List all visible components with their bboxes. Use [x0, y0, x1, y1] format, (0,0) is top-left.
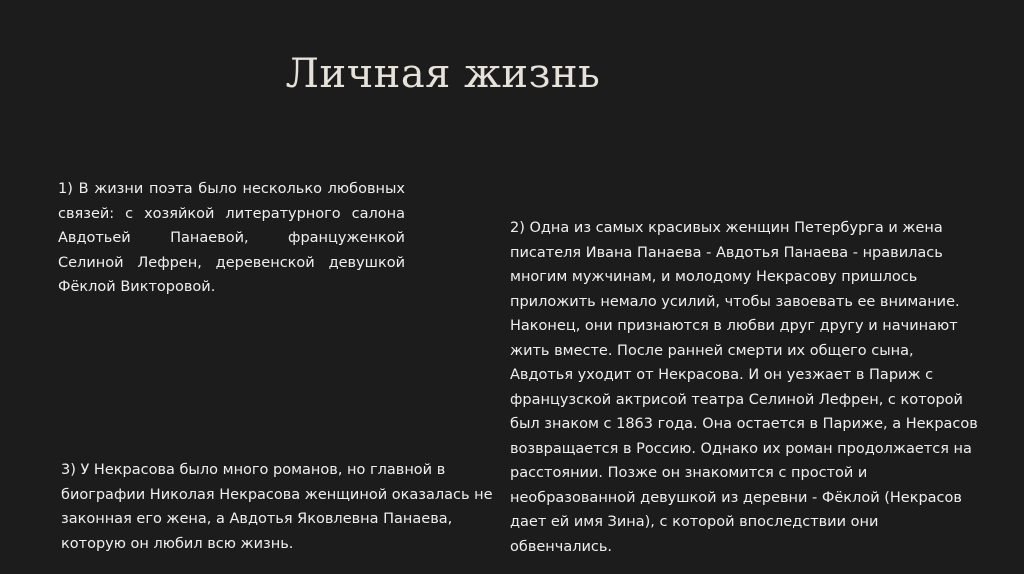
paragraph-2 — [510, 216, 980, 559]
paragraph-2-line: жить вместе. После ранней смерти их общего сына, — [510, 342, 914, 359]
paragraph-2-line: расстоянии. Позже он знакомится с простой и — [510, 465, 868, 481]
paragraph-2-line: дает ей имя Зина), с которой впоследствии они — [510, 514, 879, 530]
paragraph-2-line: французской актрисой театра Селиной Лефрен, с которой — [510, 391, 963, 408]
paragraph-2-line: обвенчались. — [510, 538, 613, 555]
paragraph-2-line: возвращается в Россию. Однако их роман продолжается на — [510, 440, 972, 457]
paragraph-1-line: Фёклой Викторовой. — [58, 279, 216, 295]
paragraph-3-line: законная его жена, а Авдотья Яковлевна Панаева, — [61, 511, 453, 527]
paragraph-2-line: писателя Ивана Панаева - Авдотья Панаева - нравилась — [510, 244, 943, 261]
paragraph-2-line: Наконец, они признаются в любви друг другу и начинают — [510, 318, 958, 334]
paragraph-2-line: многим мужчинам, и молодому Некрасову пришлось — [510, 269, 918, 285]
paragraph-3 — [61, 458, 506, 556]
paragraph-2-line: Авдотья уходит от Некрасова. И он уезжает в Париж с — [510, 367, 934, 383]
paragraph-3-line: которую он любил всю жизнь. — [61, 535, 294, 552]
paragraph-2-line: приложить немало усилий, чтобы завоевать ее внимание. — [510, 293, 960, 310]
paragraph-2-line: 2) Одна из самых красивых женщин Петербурга и жена — [510, 220, 943, 236]
paragraph-1 — [58, 177, 405, 300]
paragraph-1-line: 1) В жизни поэта было несколько любовных — [58, 181, 405, 197]
slide-title: Личная жизнь — [285, 51, 601, 97]
paragraph-2-line: был знаком с 1863 года. Она остается в Париже, а Некрасов — [510, 416, 978, 432]
paragraph-3-line: биографии Николая Некрасова женщиной оказалась не — [61, 486, 493, 503]
paragraph-1-line: Селиной Лефрен, деревенской девушкой — [58, 254, 405, 271]
paragraph-2-line: необразованной девушкой из деревни - Фёклой (Некрасов — [510, 489, 962, 506]
paragraph-1-line: связей: с хозяйкой литературного салона — [58, 205, 405, 222]
paragraph-1-line: Авдотьей Панаевой, француженкой — [58, 230, 405, 246]
paragraph-3-line: 3) У Некрасова было много романов, но главной в — [61, 462, 446, 478]
